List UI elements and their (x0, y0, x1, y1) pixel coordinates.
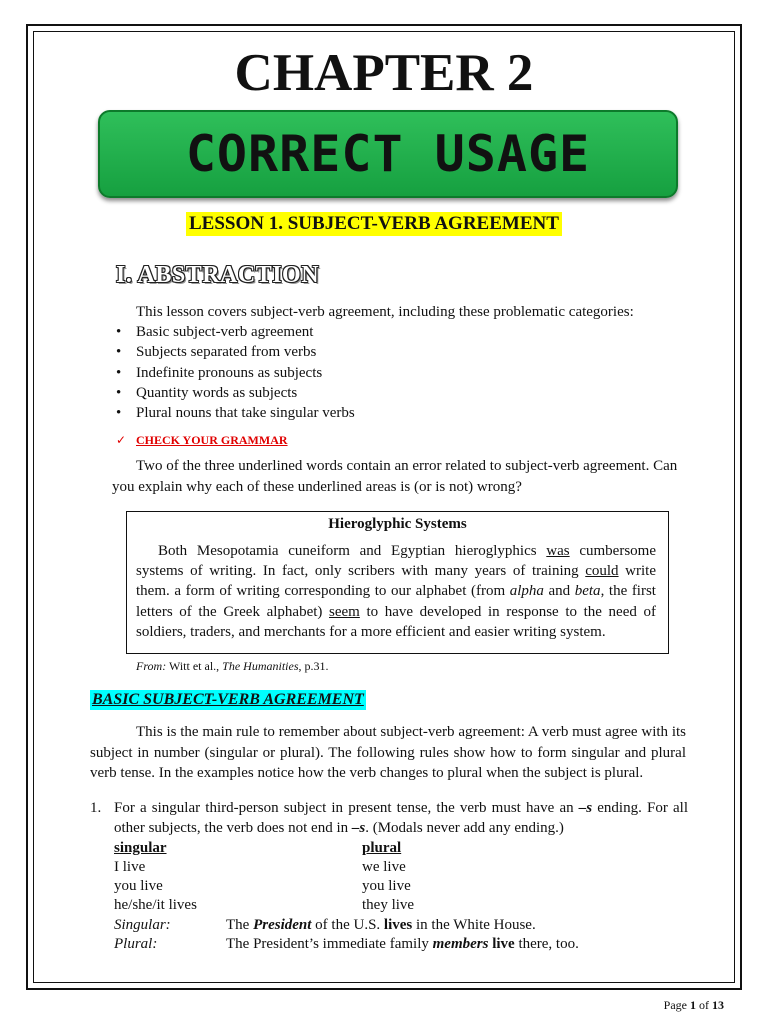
list-item: • Subjects separated from verbs (116, 344, 317, 361)
check-grammar-label: CHECK YOUR GRAMMAR (136, 433, 288, 447)
lesson-title: LESSON 1. SUBJECT-VERB AGREEMENT (186, 212, 562, 236)
check-grammar-heading (116, 432, 288, 448)
list-item: • Plural nouns that take singular verbs (116, 405, 355, 422)
example-label-singular: Singular: (114, 917, 171, 933)
question-line-2: you explain why each of these underlined areas is (or is not) wrong? (112, 479, 522, 495)
excerpt-title: Hieroglyphic Systems (328, 516, 467, 532)
singular-form: I live (114, 859, 146, 875)
abstraction-intro: This lesson covers subject-verb agreement, including these problematic categories: (136, 304, 634, 320)
list-item: • Basic subject-verb agreement (116, 324, 314, 340)
basic-agreement-paragraph: This is the main rule to remember about subject-verb agreement: A verb must agree with its subject in number (singular or plural). The following rules show how to form singular and plural verb tense. In the examples notice how the verb changes to plural when the subject is plural. (90, 724, 686, 781)
basic-agreement-heading: BASIC SUBJECT-VERB AGREEMENT (92, 691, 364, 708)
plural-form: we live (362, 859, 406, 875)
excerpt-paragraph: Both Mesopotamia cuneiform and Egyptian hieroglyphics was cumbersome systems of writing. In fact, only scribers with many years of training could write them. a form of writing corresponding to our alphabet (from alpha and beta, the first letters of the Greek alphabet) seem to have developed in response to the need of soldiers, traders, and merchants for a more efficient and easier writing system. (136, 543, 656, 640)
list-item: • Indefinite pronouns as subjects (116, 364, 323, 381)
category-list (116, 322, 355, 423)
excerpt-source: From: Witt et al., The Humanities, p.31. (136, 659, 329, 673)
rule-number: 1. (90, 800, 102, 816)
chapter-banner (98, 110, 678, 198)
rule-text: For a singular third-person subject in present tense, the verb must have an –s ending. For all other subjects, the verb does not end in –s. (Modals never add any ending.) (114, 800, 688, 836)
question-line-1: Two of the three underlined words contain an error related to subject-verb agreement. Can (136, 458, 678, 474)
page-number: Page 1 of 13 (663, 998, 724, 1012)
underlined-word: could (585, 563, 619, 580)
plural-form: they live (362, 897, 415, 913)
plural-form: you live (362, 878, 411, 894)
list-item: • Quantity words as subjects (116, 384, 298, 401)
plural-heading: plural (362, 840, 402, 856)
example-singular: The President of the U.S. lives in the White House. (226, 917, 536, 933)
singular-form: he/she/it lives (114, 897, 197, 913)
checkmark-icon: ✓ (116, 433, 127, 447)
singular-heading: singular (114, 840, 167, 856)
underlined-word: was (546, 543, 570, 559)
example-plural: The President’s immediate family members live there, too. (226, 936, 579, 952)
underlined-word: seem (329, 603, 360, 620)
banner-text: CORRECT USAGE (185, 125, 591, 183)
chapter-title: CHAPTER 2 (234, 44, 534, 102)
singular-form: you live (114, 878, 163, 894)
section-title-abstraction: I. ABSTRACTION (116, 262, 320, 288)
example-label-plural: Plural: (114, 936, 158, 952)
